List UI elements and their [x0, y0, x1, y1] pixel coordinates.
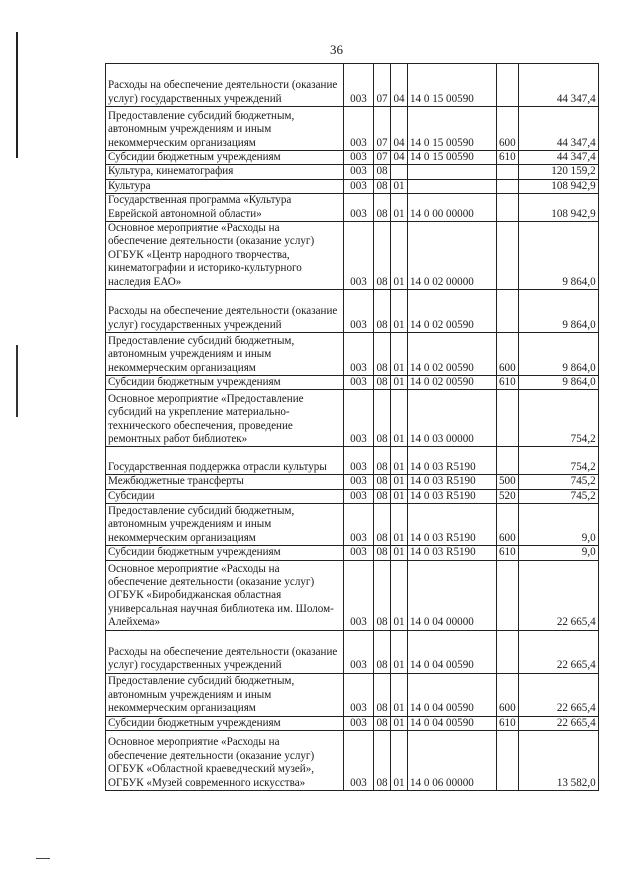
- cell-ministry-code: 003: [344, 630, 374, 673]
- cell-name: Межбюджетные трансферты: [106, 475, 344, 489]
- table-row: [106, 630, 599, 673]
- cell-amount: 22 665,4: [518, 716, 598, 730]
- cell-ministry-code: 003: [344, 290, 374, 333]
- cell-subsection-code: 01: [391, 716, 408, 730]
- cell-ministry-code: 003: [344, 107, 374, 151]
- cell-expense-type: [497, 731, 519, 791]
- cell-name: Субсидии бюджетным учреждениям: [106, 151, 344, 165]
- cell-amount: 745,2: [518, 489, 598, 503]
- cell-expense-type: 600: [497, 504, 519, 546]
- table-row: [106, 673, 599, 716]
- cell-target-article: 14 0 03 R5190: [408, 504, 497, 546]
- cell-ministry-code: 003: [344, 560, 374, 630]
- cell-expense-type: [497, 194, 519, 222]
- table-row: [106, 290, 599, 333]
- cell-ministry-code: 003: [344, 376, 374, 390]
- cell-target-article: 14 0 03 R5190: [408, 489, 497, 503]
- cell-target-article: 14 0 15 00590: [408, 151, 497, 165]
- cell-amount: 9 864,0: [518, 333, 598, 376]
- table-row: [106, 560, 599, 630]
- cell-expense-type: 610: [497, 151, 519, 165]
- cell-subsection-code: 01: [391, 560, 408, 630]
- cell-amount: 120 159,2: [518, 165, 598, 179]
- cell-subsection-code: 01: [391, 222, 408, 290]
- cell-target-article: 14 0 02 00000: [408, 222, 497, 290]
- table-row: [106, 333, 599, 376]
- cell-name: Основное мероприятие «Предоставление субсидий на укрепление материально-технического обеспечения, проведение ремонтных работ библиотек»: [106, 390, 344, 447]
- cell-target-article: 14 0 03 R5190: [408, 475, 497, 489]
- cell-section-code: 08: [374, 546, 391, 560]
- cell-expense-type: 610: [497, 376, 519, 390]
- cell-section-code: 08: [374, 716, 391, 730]
- cell-expense-type: [497, 447, 519, 475]
- cell-name: Субсидии: [106, 489, 344, 503]
- cell-expense-type: 500: [497, 475, 519, 489]
- cell-subsection-code: 01: [391, 489, 408, 503]
- cell-expense-type: [497, 179, 519, 193]
- table-row: [106, 731, 599, 791]
- table-row: [106, 151, 599, 165]
- cell-ministry-code: 003: [344, 489, 374, 503]
- cell-section-code: 08: [374, 165, 391, 179]
- cell-expense-type: [497, 630, 519, 673]
- cell-amount: 22 665,4: [518, 560, 598, 630]
- cell-name: Основное мероприятие «Расходы на обеспечение деятельности (оказание услуг) ОГБУК «Биробиджанская областная универсальная научная библиотека им. Шолом-Алейхема»: [106, 560, 344, 630]
- cell-ministry-code: 003: [344, 716, 374, 730]
- cell-name: Государственная программа «Культура Еврейской автономной области»: [106, 194, 344, 222]
- cell-amount: 44 347,4: [518, 151, 598, 165]
- cell-subsection-code: 04: [391, 151, 408, 165]
- cell-amount: 108 942,9: [518, 179, 598, 193]
- cell-expense-type: 600: [497, 107, 519, 151]
- cell-target-article: [408, 179, 497, 193]
- table-row: [106, 489, 599, 503]
- cell-target-article: 14 0 02 00590: [408, 333, 497, 376]
- cell-section-code: 08: [374, 673, 391, 716]
- cell-target-article: 14 0 03 R5190: [408, 546, 497, 560]
- cell-section-code: 07: [374, 64, 391, 107]
- cell-name: Основное мероприятие «Расходы на обеспечение деятельности (оказание услуг) ОГБУК «Центр народного творчества, кинематографии и историко-культурного наследия ЕАО»: [106, 222, 344, 290]
- cell-subsection-code: 01: [391, 731, 408, 791]
- cell-target-article: 14 0 00 00000: [408, 194, 497, 222]
- cell-name: Основное мероприятие «Расходы на обеспечение деятельности (оказание услуг) ОГБУК «Областной краеведческий музей», ОГБУК «Музей современного искусства»: [106, 731, 344, 791]
- cell-section-code: 08: [374, 179, 391, 193]
- cell-expense-type: 610: [497, 546, 519, 560]
- table-row: [106, 165, 599, 179]
- cell-expense-type: [497, 390, 519, 447]
- table-row: [106, 194, 599, 222]
- cell-amount: 745,2: [518, 475, 598, 489]
- cell-subsection-code: 01: [391, 376, 408, 390]
- cell-section-code: 08: [374, 222, 391, 290]
- table-row: [106, 475, 599, 489]
- cell-name: Предоставление субсидий бюджетным, автономным учреждениям и иным некоммерческим организациям: [106, 504, 344, 546]
- cell-expense-type: 520: [497, 489, 519, 503]
- cell-subsection-code: 01: [391, 546, 408, 560]
- cell-target-article: 14 0 03 R5190: [408, 447, 497, 475]
- scan-margin-mark: [16, 32, 18, 158]
- cell-section-code: 08: [374, 475, 391, 489]
- cell-subsection-code: 01: [391, 673, 408, 716]
- table-row: [106, 546, 599, 560]
- cell-name: Государственная поддержка отрасли культуры: [106, 447, 344, 475]
- cell-amount: 108 942,9: [518, 194, 598, 222]
- cell-target-article: 14 0 04 00590: [408, 630, 497, 673]
- cell-subsection-code: [391, 165, 408, 179]
- cell-name: Расходы на обеспечение деятельности (оказание услуг) государственных учреждений: [106, 290, 344, 333]
- cell-section-code: 08: [374, 290, 391, 333]
- cell-expense-type: [497, 222, 519, 290]
- cell-expense-type: [497, 560, 519, 630]
- page-number: 36: [330, 42, 343, 57]
- cell-section-code: 08: [374, 630, 391, 673]
- cell-amount: 9,0: [518, 546, 598, 560]
- table-row: [106, 504, 599, 546]
- cell-ministry-code: 003: [344, 447, 374, 475]
- cell-target-article: 14 0 15 00590: [408, 64, 497, 107]
- cell-subsection-code: 04: [391, 107, 408, 151]
- cell-name: Предоставление субсидий бюджетным, автономным учреждениям и иным некоммерческим организациям: [106, 107, 344, 151]
- table-row: [106, 179, 599, 193]
- table-row: [106, 716, 599, 730]
- cell-section-code: 08: [374, 333, 391, 376]
- cell-target-article: 14 0 06 00000: [408, 731, 497, 791]
- cell-target-article: [408, 165, 497, 179]
- cell-section-code: 08: [374, 489, 391, 503]
- cell-name: Предоставление субсидий бюджетным, автономным учреждениям и иным некоммерческим организациям: [106, 673, 344, 716]
- cell-target-article: 14 0 04 00590: [408, 716, 497, 730]
- cell-section-code: 08: [374, 560, 391, 630]
- cell-expense-type: 600: [497, 673, 519, 716]
- cell-ministry-code: 003: [344, 333, 374, 376]
- cell-section-code: 07: [374, 151, 391, 165]
- cell-amount: 22 665,4: [518, 673, 598, 716]
- cell-subsection-code: 04: [391, 64, 408, 107]
- cell-expense-type: [497, 64, 519, 107]
- budget-table: [105, 63, 599, 791]
- cell-expense-type: 600: [497, 333, 519, 376]
- cell-section-code: 08: [374, 194, 391, 222]
- cell-subsection-code: 01: [391, 475, 408, 489]
- cell-ministry-code: 003: [344, 673, 374, 716]
- cell-section-code: 08: [374, 504, 391, 546]
- cell-amount: 13 582,0: [518, 731, 598, 791]
- cell-target-article: 14 0 03 00000: [408, 390, 497, 447]
- table-row: [106, 447, 599, 475]
- cell-target-article: 14 0 15 00590: [408, 107, 497, 151]
- cell-name: Субсидии бюджетным учреждениям: [106, 376, 344, 390]
- cell-subsection-code: 01: [391, 447, 408, 475]
- cell-section-code: 08: [374, 376, 391, 390]
- cell-amount: 22 665,4: [518, 630, 598, 673]
- cell-ministry-code: 003: [344, 390, 374, 447]
- cell-ministry-code: 003: [344, 151, 374, 165]
- cell-name: Субсидии бюджетным учреждениям: [106, 716, 344, 730]
- cell-amount: 9,0: [518, 504, 598, 546]
- scan-margin-mark: [16, 345, 18, 417]
- cell-amount: 44 347,4: [518, 107, 598, 151]
- cell-subsection-code: 01: [391, 390, 408, 447]
- cell-amount: 9 864,0: [518, 376, 598, 390]
- cell-subsection-code: 01: [391, 179, 408, 193]
- cell-name: Расходы на обеспечение деятельности (оказание услуг) государственных учреждений: [106, 630, 344, 673]
- cell-subsection-code: 01: [391, 290, 408, 333]
- cell-target-article: 14 0 04 00590: [408, 673, 497, 716]
- table-row: [106, 376, 599, 390]
- cell-name: Расходы на обеспечение деятельности (оказание услуг) государственных учреждений: [106, 64, 344, 107]
- cell-subsection-code: 01: [391, 194, 408, 222]
- cell-ministry-code: 003: [344, 546, 374, 560]
- cell-ministry-code: 003: [344, 504, 374, 546]
- cell-amount: 9 864,0: [518, 222, 598, 290]
- cell-ministry-code: 003: [344, 64, 374, 107]
- cell-name: Предоставление субсидий бюджетным, автономным учреждениям и иным некоммерческим организациям: [106, 333, 344, 376]
- cell-subsection-code: 01: [391, 333, 408, 376]
- cell-amount: 754,2: [518, 447, 598, 475]
- table-row: [106, 222, 599, 290]
- table-row: [106, 107, 599, 151]
- cell-amount: 9 864,0: [518, 290, 598, 333]
- cell-expense-type: 610: [497, 716, 519, 730]
- cell-ministry-code: 003: [344, 731, 374, 791]
- cell-section-code: 08: [374, 731, 391, 791]
- cell-target-article: 14 0 02 00590: [408, 290, 497, 333]
- cell-amount: 754,2: [518, 390, 598, 447]
- cell-name: Культура, кинематография: [106, 165, 344, 179]
- cell-amount: 44 347,4: [518, 64, 598, 107]
- cell-ministry-code: 003: [344, 179, 374, 193]
- table-row: [106, 390, 599, 447]
- cell-name: Культура: [106, 179, 344, 193]
- cell-expense-type: [497, 290, 519, 333]
- cell-ministry-code: 003: [344, 222, 374, 290]
- cell-section-code: 07: [374, 107, 391, 151]
- cell-ministry-code: 003: [344, 194, 374, 222]
- cell-subsection-code: 01: [391, 504, 408, 546]
- scan-margin-mark: [36, 858, 50, 859]
- cell-target-article: 14 0 02 00590: [408, 376, 497, 390]
- cell-expense-type: [497, 165, 519, 179]
- cell-subsection-code: 01: [391, 630, 408, 673]
- cell-ministry-code: 003: [344, 475, 374, 489]
- cell-target-article: 14 0 04 00000: [408, 560, 497, 630]
- cell-section-code: 08: [374, 447, 391, 475]
- cell-ministry-code: 003: [344, 165, 374, 179]
- cell-name: Субсидии бюджетным учреждениям: [106, 546, 344, 560]
- table-row: [106, 64, 599, 107]
- cell-section-code: 08: [374, 390, 391, 447]
